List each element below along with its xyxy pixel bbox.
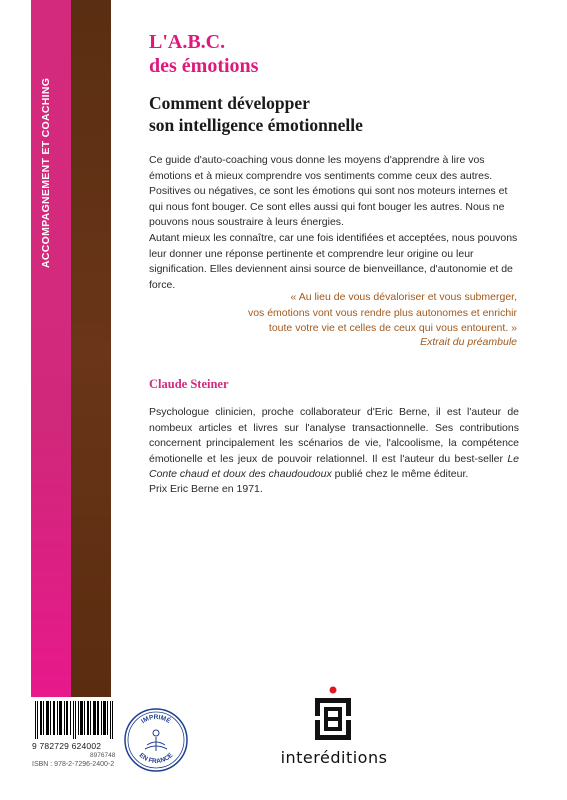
imprime-en-france-seal-icon [123,707,189,773]
author-bio-publisher-note: publié chez le même éditeur. [331,468,469,480]
author-bio [149,405,519,483]
barcode-number: 9 782729 624002 [32,741,102,751]
svg-text:EN FRANCE [138,751,175,765]
seal-bottom-text: EN FRANCE [137,751,175,766]
publisher-logo-icon [313,686,353,742]
pull-quote-line1: « Au lieu de vous dévaloriser et vous submerger, [290,291,517,303]
book-title-line2: des émotions [149,55,259,77]
book-subtitle [149,92,363,136]
author-prize: Prix Eric Berne en 1971. [149,483,263,495]
isbn-label: ISBN : 978-2-7296-2400-2 [32,761,115,768]
author-bio-book-title: Le Conte chaud et doux des chaudoudoux [149,452,519,480]
description-paragraph-2: Positives ou négatives, ce sont les émotions qui sont nos moteurs internes et qui nous font bouger. Ce sont elles aussi qui font bouger les autres. Nous ne pouvons nous soustraire à leurs énergies. [149,185,508,228]
quote-source: Extrait du préambule [420,336,517,348]
collection-label: ACCOMPAGNEMENT ET COACHING [40,77,52,268]
barcode-code: 8976748 [90,752,116,759]
book-subtitle-line2: son intelligence émotionnelle [149,115,363,135]
description-paragraph-3: Autant mieux les connaître, car une fois identifiées et acceptées, nous pouvons leur donner une réponse pertinente et comprendre leur origine ou leur signification. Elles deviennent ainsi source de bienveillance, d'autonomie et de force. [149,232,518,291]
book-title-line1: L'A.B.C. [149,31,226,53]
publisher-name: interéditions [280,748,388,767]
pull-quote-line2: vos émotions vont vous rendre plus autonomes et enrichir [247,306,517,319]
barcode-icon [34,701,116,739]
description-paragraph-1: Ce guide d'auto-coaching vous donne les moyens d'apprendre à lire vos émotions et à mieux comprendre vos sentiments comme ceux des autres. [149,154,493,182]
svg-text:IMPRIMÉ [140,714,173,725]
author-name: Claude Steiner [149,377,229,391]
book-subtitle-line1: Comment développer [149,93,310,113]
pull-quote-line3: toute votre vie et celles de ceux qui vous entourent. » [268,322,517,334]
author-bio-text: Psychologue clinicien, proche collaborateur d'Eric Berne, il est l'auteur de nombeux articles et livres sur l'analyse transactionnelle. Ses contributions concernent principalement les scénarios de vie, l'alcoolisme, la compétence émotionelle et les jeux de pouvoir relationnel. Il est l'auteur du best-seller [149,406,519,465]
pull-quote [157,290,517,337]
barcode-block [30,697,118,777]
spine-stripe-brown [71,0,111,707]
seal-top-text: IMPRIMÉ [140,714,172,726]
book-title [149,30,258,78]
